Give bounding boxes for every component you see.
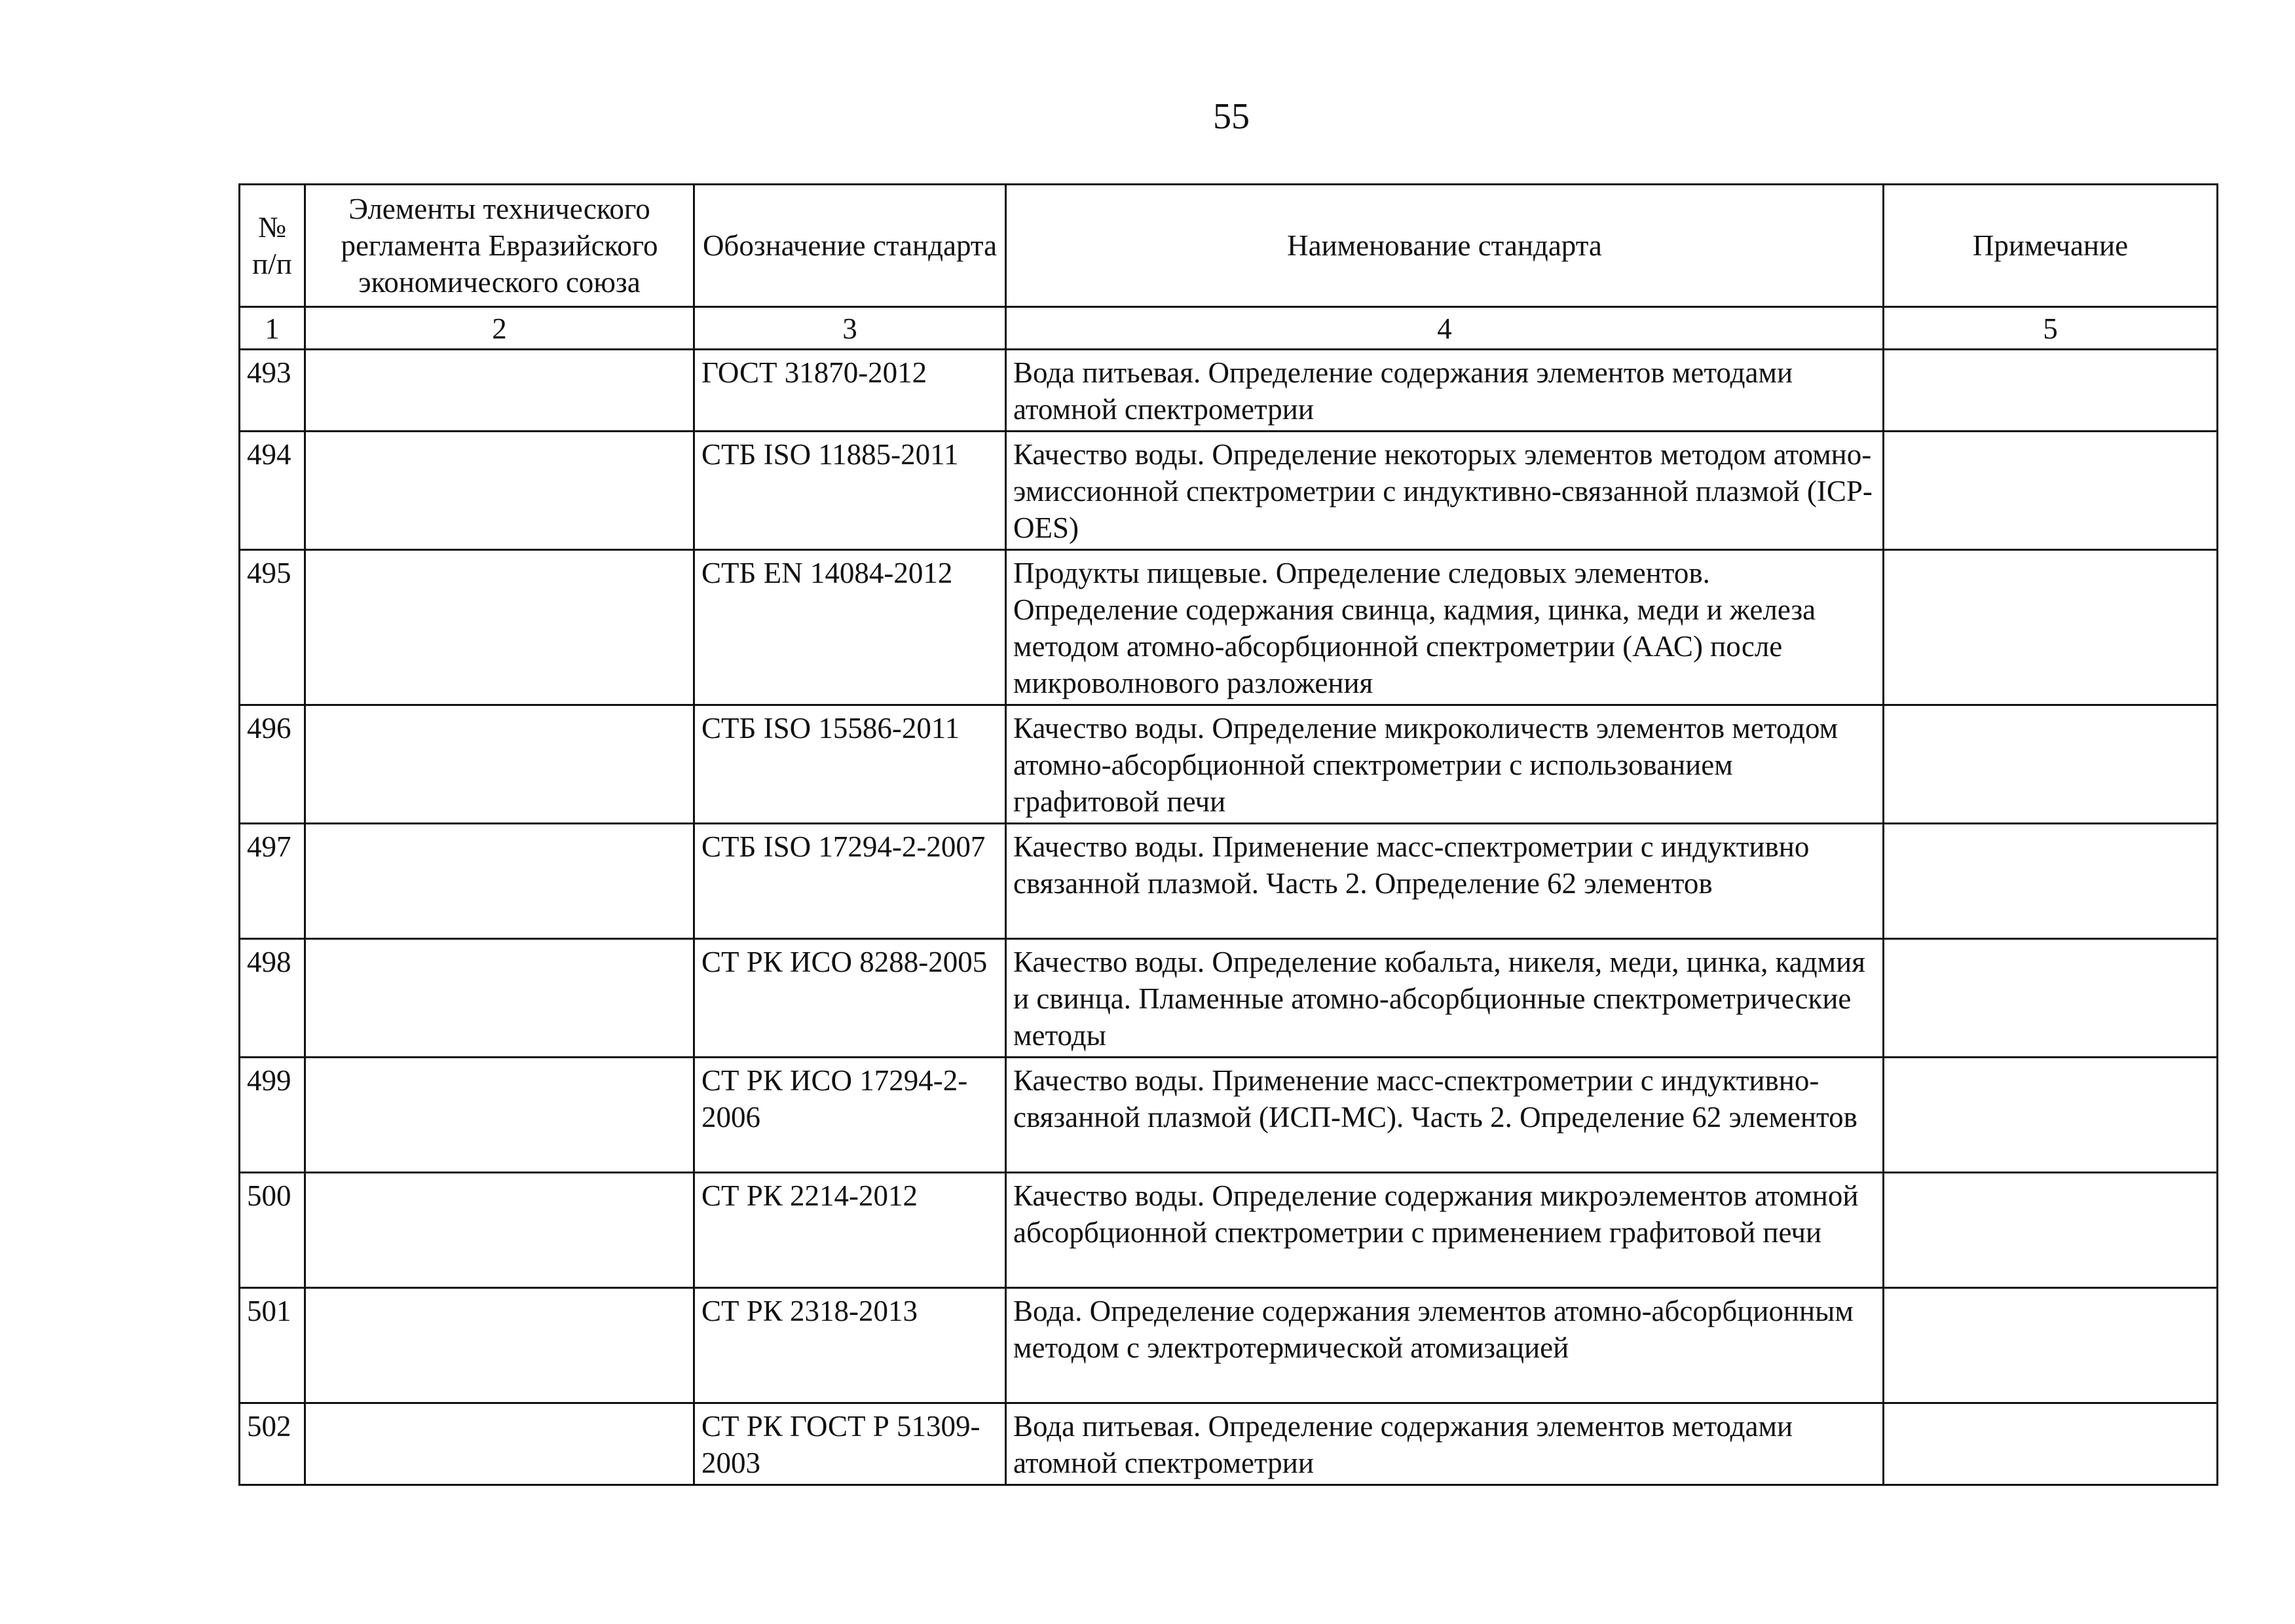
- row-note: [1884, 432, 2218, 550]
- header-cell-element: Элементы технического регламента Евразийского экономического союза: [305, 185, 694, 307]
- row-number: 497: [240, 824, 305, 939]
- row-standard-name: Вода питьевая. Определение содержания элементов методами атомной спектрометрии: [1006, 1403, 1884, 1485]
- table-row: [240, 939, 2218, 1058]
- row-element: [305, 1403, 694, 1485]
- row-standard-name: Качество воды. Определение некоторых элементов методом атомно-эмиссионной спектрометрии с индуктивно-связанной плазмой (ICP-OES): [1006, 432, 1884, 550]
- table-row: [240, 432, 2218, 550]
- row-number: 499: [240, 1058, 305, 1173]
- header-row: [240, 185, 2218, 307]
- row-note: [1884, 705, 2218, 824]
- table-row: [240, 550, 2218, 705]
- row-element: [305, 1173, 694, 1288]
- row-element: [305, 824, 694, 939]
- row-standard-name: Продукты пищевые. Определение следовых элементов. Определение содержания свинца, кадмия, цинка, меди и железа методом атомно-абсорбционной спектрометрии (ААС) после микроволнового разложения: [1006, 550, 1884, 705]
- column-number: 4: [1006, 307, 1884, 350]
- row-element: [305, 550, 694, 705]
- standards-table: [238, 183, 2218, 1486]
- row-note: [1884, 1173, 2218, 1288]
- column-number: 3: [694, 307, 1006, 350]
- row-element: [305, 705, 694, 824]
- row-designation: СТБ ISO 17294-2-2007: [694, 824, 1006, 939]
- row-number: 495: [240, 550, 305, 705]
- row-standard-name: Качество воды. Определение кобальта, никеля, меди, цинка, кадмия и свинца. Пламенные атомно-абсорбционные спектрометрические методы: [1006, 939, 1884, 1058]
- column-number-row: [240, 307, 2218, 350]
- row-number: 500: [240, 1173, 305, 1288]
- page-number: 55: [1213, 96, 1250, 137]
- row-note: [1884, 1058, 2218, 1173]
- row-designation: СТ РК 2214-2012: [694, 1173, 1006, 1288]
- row-designation: СТБ EN 14084-2012: [694, 550, 1006, 705]
- table-row: [240, 1288, 2218, 1403]
- row-number: 496: [240, 705, 305, 824]
- row-element: [305, 432, 694, 550]
- row-designation: СТ РК ГОСТ Р 51309-2003: [694, 1403, 1006, 1485]
- row-element: [305, 939, 694, 1058]
- row-note: [1884, 550, 2218, 705]
- row-designation: СТБ ISO 11885-2011: [694, 432, 1006, 550]
- row-number: 493: [240, 350, 305, 432]
- column-number: 2: [305, 307, 694, 350]
- row-designation: СТ РК ИСО 17294-2-2006: [694, 1058, 1006, 1173]
- row-note: [1884, 350, 2218, 432]
- header-cell-designation: Обозначение стандарта: [694, 185, 1006, 307]
- row-standard-name: Вода. Определение содержания элементов атомно-абсорбционным методом с электротермической атомизацией: [1006, 1288, 1884, 1403]
- row-standard-name: Качество воды. Применение масс-спектрометрии с индуктивно-связанной плазмой (ИСП-МС). Часть 2. Определение 62 элементов: [1006, 1058, 1884, 1173]
- table-row: [240, 1058, 2218, 1173]
- row-standard-name: Качество воды. Определение микроколичеств элементов методом атомно-абсорбционной спектрометрии с использованием графитовой печи: [1006, 705, 1884, 824]
- table-row: [240, 824, 2218, 939]
- header-cell-note: Примечание: [1884, 185, 2218, 307]
- table-row: [240, 1403, 2218, 1485]
- row-note: [1884, 1288, 2218, 1403]
- row-designation: СТ РК ИСО 8288-2005: [694, 939, 1006, 1058]
- row-element: [305, 1058, 694, 1173]
- row-standard-name: Качество воды. Определение содержания микроэлементов атомной абсорбционной спектрометрии с применением графитовой печи: [1006, 1173, 1884, 1288]
- row-number: 498: [240, 939, 305, 1058]
- row-note: [1884, 1403, 2218, 1485]
- row-standard-name: Вода питьевая. Определение содержания элементов методами атомной спектрометрии: [1006, 350, 1884, 432]
- column-number: 5: [1884, 307, 2218, 350]
- row-number: 501: [240, 1288, 305, 1403]
- row-element: [305, 350, 694, 432]
- row-designation: ГОСТ 31870-2012: [694, 350, 1006, 432]
- header-cell-number: № п/п: [240, 185, 305, 307]
- column-number: 1: [240, 307, 305, 350]
- row-note: [1884, 939, 2218, 1058]
- row-element: [305, 1288, 694, 1403]
- row-note: [1884, 824, 2218, 939]
- table-row: [240, 705, 2218, 824]
- header-cell-name: Наименование стандарта: [1006, 185, 1884, 307]
- row-designation: СТБ ISO 15586-2011: [694, 705, 1006, 824]
- table-row: [240, 350, 2218, 432]
- row-standard-name: Качество воды. Применение масс-спектрометрии с индуктивно связанной плазмой. Часть 2. Определение 62 элементов: [1006, 824, 1884, 939]
- row-designation: СТ РК 2318-2013: [694, 1288, 1006, 1403]
- row-number: 502: [240, 1403, 305, 1485]
- table-row: [240, 1173, 2218, 1288]
- row-number: 494: [240, 432, 305, 550]
